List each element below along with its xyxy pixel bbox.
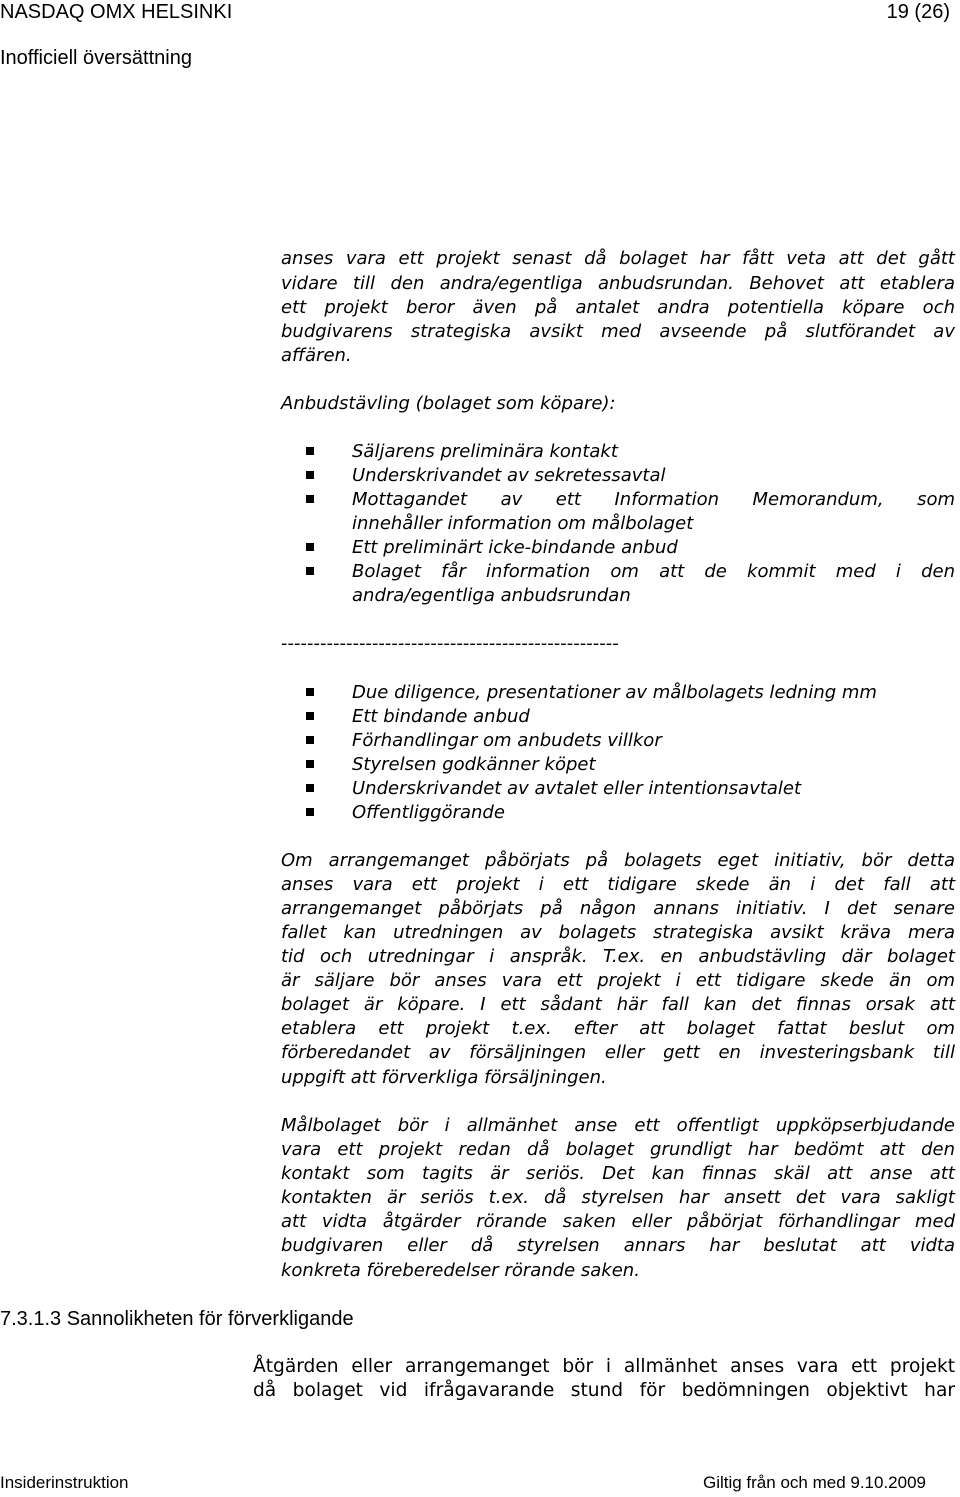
- auction-heading: Anbudstävling (bolaget som köpare):: [281, 393, 616, 414]
- bullet-icon: [306, 447, 314, 455]
- paragraph-line: uppgift att förverkliga försäljningen.: [281, 1067, 607, 1088]
- list-item: Bolaget får information om att de kommit med i den: [352, 561, 955, 582]
- section-heading: 7.3.1.3 Sannolikheten för förverkligande: [0, 1308, 354, 1330]
- bullet-icon: [306, 495, 314, 503]
- paragraph-line: Åtgärden eller arrangemanget bör i allmänhet anses vara ett projekt: [253, 1356, 955, 1377]
- list-item-continuation: innehåller information om målbolaget: [352, 513, 694, 534]
- paragraph-line: kontakt som tagits är seriös. Det kan finnas skäl att anse att: [281, 1163, 955, 1184]
- intro-line: ett projekt beror även på antalet andra potentiella köpare och: [281, 297, 955, 318]
- document-subtitle: Inofficiell översättning: [0, 47, 192, 69]
- paragraph-line: kontakten är seriös t.ex. då styrelsen har ansett det vara sakligt: [281, 1187, 955, 1208]
- bullet-icon: [306, 543, 314, 551]
- paragraph-line: vara ett projekt redan då bolaget grundligt har bedömt att den: [281, 1139, 955, 1160]
- list-item: Ett preliminärt icke-bindande anbud: [352, 537, 678, 558]
- list-item: Ett bindande anbud: [352, 706, 530, 727]
- paragraph-line: etablera ett projekt t.ex. efter att bolaget fattat beslut om: [281, 1018, 955, 1039]
- bullet-icon: [306, 567, 314, 575]
- list-item: Due diligence, presentationer av målbolagets ledning mm: [352, 682, 877, 703]
- footer-valid-from: Giltig från och med 9.10.2009: [702, 1473, 926, 1492]
- paragraph-line: Målbolaget bör i allmänhet anse ett offentligt uppköpserbjudande: [281, 1115, 955, 1136]
- list-item: Förhandlingar om anbudets villkor: [352, 730, 662, 751]
- list-item: Underskrivandet av sekretessavtal: [352, 465, 666, 486]
- paragraph-line: Om arrangemanget påbörjats på bolagets eget initiativ, bör detta: [281, 850, 955, 871]
- intro-line: budgivarens strategiska avsikt med avseende på slutförandet av: [281, 321, 955, 342]
- list-item: Underskrivandet av avtalet eller intentionsavtalet: [352, 778, 802, 799]
- dashed-separator: ----------------------------------------------------: [281, 633, 619, 654]
- intro-line: vidare till den andra/egentliga anbudsrundan. Behovet att etablera: [281, 273, 955, 294]
- page-number: 19 (26): [886, 1, 950, 23]
- paragraph-line: då bolaget vid ifrågavarande stund för bedömningen objektivt har: [253, 1380, 955, 1401]
- intro-line: anses vara ett projekt senast då bolaget har fått veta att det gått: [281, 248, 955, 269]
- footer-document-name: Insiderinstruktion: [0, 1473, 129, 1492]
- bullet-icon: [306, 688, 314, 696]
- paragraph-line: bolaget är köpare. I ett sådant här fall kan det finnas orsak att: [281, 994, 955, 1015]
- bullet-icon: [306, 471, 314, 479]
- paragraph-line: arrangemanget påbörjats på någon annans initiativ. I det senare: [281, 898, 955, 919]
- bullet-icon: [306, 784, 314, 792]
- bullet-icon: [306, 808, 314, 816]
- bullet-icon: [306, 712, 314, 720]
- paragraph-line: budgivaren eller då styrelsen annars har beslutat att vidta: [281, 1235, 955, 1256]
- paragraph-line: konkreta föreberedelser rörande saken.: [281, 1260, 640, 1281]
- list-item: Mottagandet av ett Information Memorandum, som: [352, 489, 955, 510]
- list-item: Styrelsen godkänner köpet: [352, 754, 596, 775]
- bullet-icon: [306, 736, 314, 744]
- paragraph-line: förberedandet av försäljningen eller gett en investeringsbank till: [281, 1042, 955, 1063]
- paragraph-line: tid och utredningar i anspråk. T.ex. en anbudstävling där bolaget: [281, 946, 955, 967]
- bullet-icon: [306, 760, 314, 768]
- exchange-name: NASDAQ OMX HELSINKI: [0, 1, 233, 23]
- list-item: Offentliggörande: [352, 802, 505, 823]
- intro-line: affären.: [281, 345, 352, 366]
- paragraph-line: anses vara ett projekt i ett tidigare skede än i det fall att: [281, 874, 955, 895]
- paragraph-line: fallet kan utredningen av bolagets strategiska avsikt kräva mera: [281, 922, 955, 943]
- paragraph-line: att vidta åtgärder rörande saken eller påbörjat förhandlingar med: [281, 1211, 955, 1232]
- list-item: Säljarens preliminära kontakt: [352, 441, 618, 462]
- list-item-continuation: andra/egentliga anbudsrundan: [352, 585, 631, 606]
- paragraph-line: är säljare bör anses vara ett projekt i ett tidigare skede än om: [281, 970, 955, 991]
